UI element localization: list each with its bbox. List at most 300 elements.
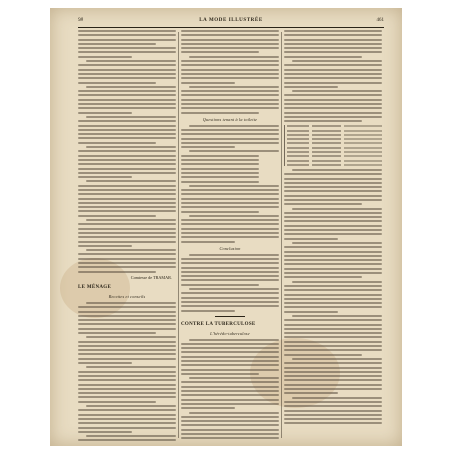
text-line [284,306,382,308]
text-line [86,302,176,304]
text-line [181,189,279,191]
text-line [284,225,382,227]
page-number: 461 [376,18,384,23]
text-line [284,328,382,330]
text-line [287,138,309,140]
text-line [284,56,362,58]
text-line [78,107,176,109]
text-line [181,386,279,388]
text-line [344,151,382,153]
text-line [181,43,279,45]
text-line [86,116,176,118]
text-line [284,285,382,287]
text-line [292,208,382,210]
section-heading-tuberculose: CONTRE LA TUBERCULOSE [181,321,256,327]
text-line [287,151,309,153]
text-line [78,228,176,230]
text-line [181,94,279,96]
text-line [287,164,309,166]
text-line [78,215,156,217]
text-line [78,431,132,433]
text-line [78,358,176,360]
text-line [284,77,382,79]
text-line [284,401,382,403]
text-line [181,228,279,230]
text-line [78,384,176,386]
text-line [284,392,338,394]
text-line [78,422,176,424]
table-row [287,125,382,127]
text-line [181,168,259,170]
text-line [287,134,309,136]
text-line [284,216,382,218]
text-line [181,39,279,41]
table-row [287,164,382,166]
text-line [86,180,176,182]
subheading-recettes: Recettes et conseils [108,293,146,299]
text-line [189,254,279,256]
text-line [181,267,279,269]
text-line [78,120,176,122]
text-line [181,176,259,178]
text-line [312,151,342,153]
text-line [189,288,279,290]
text-line [78,332,156,334]
text-line [78,341,176,343]
text-line [181,429,279,431]
text-line [78,168,176,170]
table-row [287,151,382,153]
table-row [287,160,382,162]
text-line [284,414,382,416]
text-line [181,172,259,174]
text-line [78,266,176,268]
text-line [344,142,382,144]
text-line [189,56,279,58]
text-line [78,172,176,174]
text-line [78,51,176,53]
text-line [284,272,382,274]
text-line [86,60,176,62]
text-line [181,138,279,140]
text-line [284,195,382,197]
text-line [78,155,176,157]
text-line [292,169,382,171]
text-line [284,268,382,270]
text-line [181,275,279,277]
text-line [284,238,338,240]
text-line [284,246,382,248]
text-line [78,163,176,165]
text-line [284,375,382,377]
text-line [181,407,235,409]
article-signature: Comtesse de TRAMAR. [130,274,172,280]
text-line [78,362,132,364]
text-line [181,129,279,131]
text-line [284,186,382,188]
subheading-toilette: Questions tenant à la toilette [202,116,258,122]
text-line [86,219,176,221]
text-line [86,86,176,88]
text-line [181,437,279,439]
text-line [189,377,279,379]
text-line [284,336,382,338]
text-line [78,125,176,127]
text-line [284,276,362,278]
text-line [78,198,176,200]
text-line [284,120,362,122]
text-line [292,358,382,360]
text-line [181,236,279,238]
text-line [78,306,176,308]
text-line [181,433,279,435]
text-line [181,99,279,101]
text-line [78,371,176,373]
text-line [181,142,279,144]
text-line [344,155,382,157]
text-line [78,34,176,36]
text-line [284,349,382,351]
text-line [344,138,382,140]
text-line [86,366,176,368]
text-line [284,39,382,41]
text-line [181,219,279,221]
text-line [78,94,176,96]
text-line [284,86,338,88]
text-line [181,279,279,281]
text-line [86,249,176,251]
text-line [78,232,176,234]
text-line [284,354,362,356]
text-line [78,30,176,32]
subheading-conclusion: Conclusion [219,245,241,251]
text-line [181,47,279,49]
text-line [181,198,279,200]
text-line [181,211,259,213]
text-line [181,301,279,303]
text-line [181,77,279,79]
table-row [287,142,382,144]
text-line [78,418,176,420]
text-line [78,103,176,105]
text-line [181,34,279,36]
text-line [181,64,279,66]
text-line [78,64,176,66]
text-line [344,164,382,166]
text-line [312,164,342,166]
text-line [181,30,279,32]
text-line [284,384,382,386]
text-line [78,328,176,330]
text-line [189,412,279,414]
text-line [287,125,309,127]
text-line [181,305,279,307]
text-line [344,125,382,127]
text-line [86,146,176,148]
text-line [78,133,176,135]
text-line [78,56,132,58]
text-line [312,142,342,144]
text-line [181,390,279,392]
text-line [312,125,342,127]
text-line [181,73,279,75]
text-line [181,394,279,396]
text-line [181,193,279,195]
text-line [284,103,382,105]
text-line [284,203,362,205]
text-line [189,125,279,127]
text-line [284,212,382,214]
text-line [181,202,279,204]
text-line [312,134,342,136]
text-line [344,160,382,162]
divider [215,316,244,317]
text-line [292,60,382,62]
text-line [78,206,176,208]
page-header [78,15,384,28]
text-line [292,90,382,92]
text-line [78,315,176,317]
text-line [78,176,132,178]
text-line [181,343,279,345]
text-line [78,150,176,152]
text-line [78,353,176,355]
text-line [78,258,176,260]
text-line [284,251,382,253]
section-heading-menage: LE MÉNAGE [78,284,112,290]
text-line [86,336,176,338]
text-line [284,94,382,96]
text-line [78,241,176,243]
text-line [78,396,176,398]
text-line [181,381,279,383]
text-line [284,410,382,412]
text-line [78,323,176,325]
text-line [284,255,382,257]
text-line [78,69,176,71]
text-line [284,199,382,201]
text-line [181,241,235,243]
text-line [181,297,279,299]
text-line [181,284,259,286]
text-line [78,236,176,238]
text-line [284,418,382,420]
text-line [181,181,259,183]
text-line [284,178,382,180]
text-line [181,51,259,53]
text-line [78,392,176,394]
text-line [344,134,382,136]
text-line [284,341,382,343]
text-line [181,356,279,358]
text-line [181,146,235,148]
text-line [78,253,176,255]
text-line [287,142,309,144]
text-line [181,373,259,375]
text-line [78,99,176,101]
page-marker: 98 [78,18,83,23]
text-line [78,82,156,84]
text-line [181,364,279,366]
text-line [78,129,176,131]
text-line [284,73,382,75]
text-line [78,345,176,347]
text-line [181,107,279,109]
text-line [312,138,342,140]
text-line [284,182,382,184]
text-line [78,210,176,212]
text-line [78,319,176,321]
text-line [181,271,279,273]
table-row [287,134,382,136]
text-line [181,112,259,114]
text-line [284,51,382,53]
text-line [189,215,279,217]
text-line [181,82,235,84]
text-line [284,362,382,364]
text-line [181,416,279,418]
text-line [189,86,279,88]
text-line [181,399,279,401]
text-line [284,302,382,304]
text-line [284,229,382,231]
text-line [78,409,176,411]
subheading-heredo: L'hérédo-tuberculose [210,330,250,336]
text-line [181,420,279,422]
text-line [181,424,279,426]
text-line [181,232,279,234]
text-line [284,422,382,424]
text-line [284,345,382,347]
column-middle [181,30,279,442]
text-line [181,60,279,62]
text-line [284,289,382,291]
text-line [284,64,382,66]
text-line [181,262,279,264]
text-line [181,258,279,260]
text-line [189,185,279,187]
text-line [78,388,176,390]
column-right [284,30,382,442]
text-line [292,281,382,283]
text-line [78,439,176,441]
journal-title: LA MODE ILLUSTRÉE [199,18,263,23]
text-line [189,150,279,152]
text-line [181,103,279,105]
text-line [181,206,279,208]
text-line [284,311,338,313]
text-line [78,77,176,79]
text-line [284,298,382,300]
text-line [78,39,176,41]
text-line [287,155,309,157]
text-line [284,319,382,321]
text-line [78,401,156,403]
text-line [284,43,382,45]
text-line [292,397,382,399]
text-line [284,233,382,235]
text-line [181,351,279,353]
table-row [287,138,382,140]
text-line [287,130,309,132]
text-line [78,271,156,273]
text-line [181,90,279,92]
column-rule [281,32,282,438]
text-line [181,347,279,349]
text-line [78,185,176,187]
text-line [284,405,382,407]
text-line [86,435,176,437]
text-line [78,311,176,313]
text-line [181,360,279,362]
text-line [78,349,176,351]
text-line [181,292,279,294]
text-line [312,147,342,149]
text-line [78,90,176,92]
text-line [181,369,279,371]
text-line [78,223,176,225]
text-line [284,220,382,222]
text-line [284,332,382,334]
text-line [78,47,176,49]
column-left [78,30,176,442]
text-line [344,130,382,132]
text-line [284,112,382,114]
text-line [78,375,176,377]
text-line [78,142,156,144]
text-line [86,405,176,407]
text-line [312,155,342,157]
text-line [284,30,382,32]
text-line [78,262,176,264]
data-table [284,125,382,166]
text-line [78,245,132,247]
text-line [284,47,382,49]
text-line [78,137,176,139]
text-line [181,223,279,225]
text-line [78,43,156,45]
text-line [78,189,176,191]
text-line [181,155,259,157]
table-row [287,130,382,132]
text-line [284,107,382,109]
text-line [78,112,132,114]
text-line [284,116,382,118]
text-line [189,339,279,341]
text-line [292,315,382,317]
text-line [344,147,382,149]
text-line [181,133,279,135]
column-rule [178,32,179,438]
text-line [181,310,235,312]
text-line [284,34,382,36]
text-line [78,427,176,429]
text-line [284,173,382,175]
text-line [78,379,176,381]
text-line [312,130,342,132]
text-line [181,403,279,405]
text-line [284,371,382,373]
text-line [284,99,382,101]
text-line [284,69,382,71]
text-line [284,294,382,296]
text-line [284,190,382,192]
text-line [292,242,382,244]
text-line [287,147,309,149]
text-line [78,202,176,204]
text-line [287,160,309,162]
text-line [312,160,342,162]
